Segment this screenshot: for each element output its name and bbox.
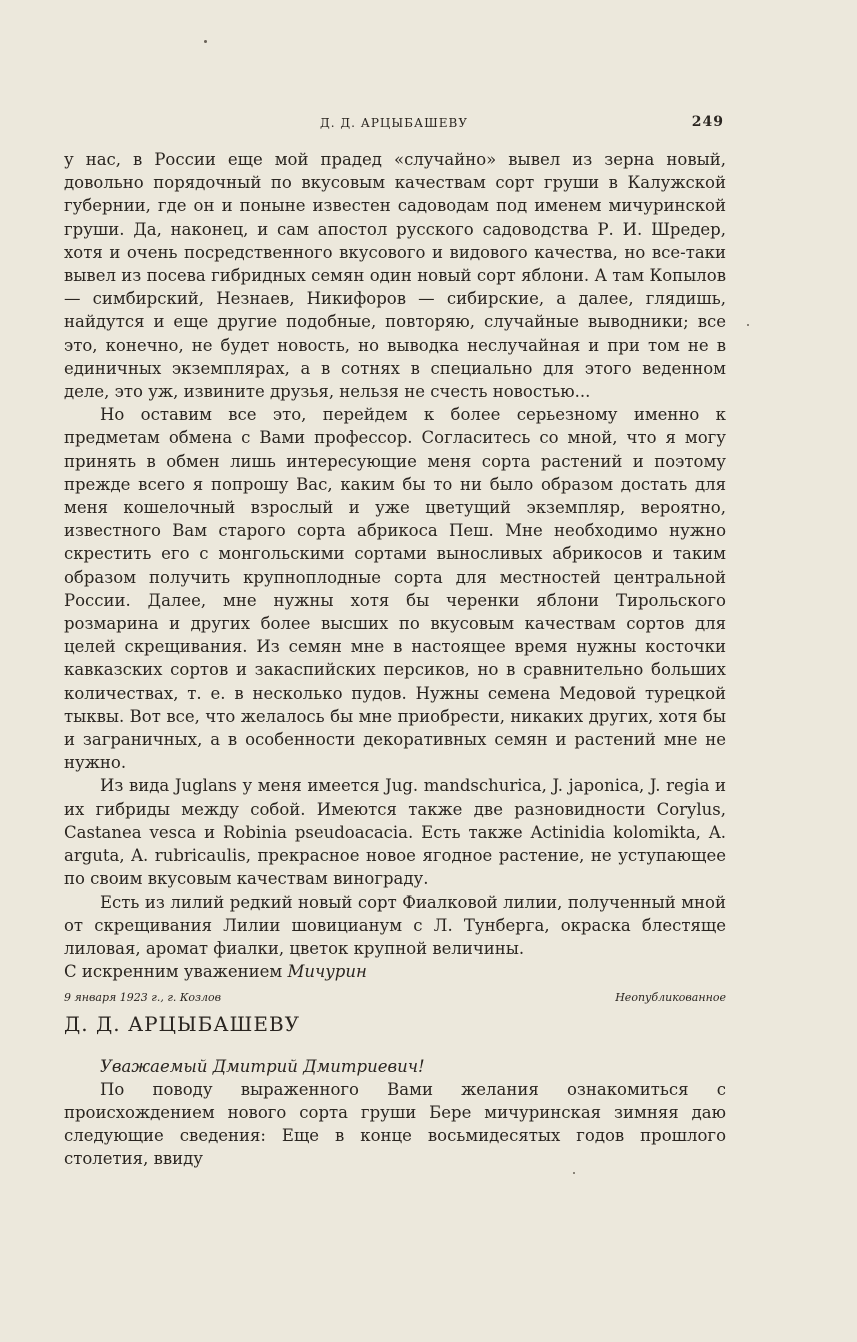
paragraph-pear-origin: По поводу выраженного Вами желания ознакомиться с происхождением нового сорта груши Бере мичуринская зимняя даю следующие сведения: Еще в конце восьмидесятых годов прошлого столетия, ввиду — [64, 1079, 726, 1169]
signature-line — [64, 960, 726, 983]
print-speck — [747, 324, 749, 326]
letter-title: Д. Д. АРЦЫБАШЕВУ — [64, 1012, 301, 1037]
print-speck — [573, 1172, 575, 1174]
letter-meta — [64, 983, 726, 1005]
print-speck — [204, 40, 207, 43]
paragraph-exchange: Но оставим все это, перейдем к более серьезному именно к предметам обмена с Вами профессор. Согласитесь со мной, что я могу принять в обмен лишь интересующие меня сорта растений и поэтому прежде всего я попрошу Вас, каким бы то ни было образом достать для меня кошелочный взрослый и уже цветущий экземпляр, вероятно, известного Вам старого сорта абрикоса Пеш. Мне необходимо нужно скрестить его с монгольскими сортами выносливых абрикосов и таким образом получить крупноплодные сорта для местностей центральной России. Далее, мне нужны хотя бы черенки яблони Тирольского розмарина и других более высших по вкусовым качествам сортов для целей скрещивания. Из семян мне в настоящее время нужны косточки кавказских сортов и закаспийских персиков, но в сравнительно больших количествах, т. е. в несколько пудов. Нужны семена Медовой турецкой тыквы. Вот все, что желалось бы мне приобрести, никаких других, хотя бы и заграничных, а в особенности декоративных семян и растений мне не нужно. — [64, 405, 726, 773]
closing-text: С искренним уважением — [64, 962, 283, 982]
paragraph-juglans: Из вида Juglans у меня имеется Jug. mandschurica, J. japonica, J. regia и их гибриды между собой. Имеются также две разновидности Corylus, Castanea vesca и Robinia pseudoacacia. Есть также Actinidia kolomikta, A. arguta, A. rubricaulis, прекрасное новое ягодное растение, не уступающее по своим вкусовым качествам винограду. — [64, 776, 726, 889]
running-head — [64, 114, 724, 134]
publication-status: Неопубликованное — [615, 991, 726, 1005]
paragraph-lily: Есть из лилий редкий новый сорт Фиалковой лилии, полученный мной от скрещивания Лилии шовицианум с Л. Тунберга, окраска блестяще лиловая, аромат фиалки, цветок крупной величины. — [64, 892, 726, 958]
date-place: 9 января 1923 г., г. Козлов — [64, 991, 222, 1005]
salutation: Уважаемый Дмитрий Дмитриевич! — [100, 1056, 425, 1076]
page-body — [64, 148, 726, 1171]
running-head-title: Д. Д. АРЦЫБАШЕВУ — [319, 116, 469, 130]
page-number: 249 — [691, 114, 724, 130]
paragraph-continuation: у нас, в России еще мой прадед «случайно» вывел из зерна новый, довольно порядочный по вкусовым качествам сорт груши в Калужской губернии, где он и поныне известен садоводам под именем мичуринской груши. Да, наконец, и сам апостол русского садоводства Р. И. Шредер, хотя и очень посредственного вкусового и видового качества, но все-таки вывел из посева гибридных семян один новый сорт яблони. А там Копылов — симбирский, Незнаев, Никифоров — сибирские, а далее, глядишь, найдутся и еще другие подобные, повторяю, случайные выводники; все это, конечно, не будет новость, но выводка неслучайная и при том не в единичных экземплярах, а в сотнях в специально для этого веденном деле, это уж, извините друзья, нельзя не счесть новостью... — [64, 150, 726, 402]
signature-name: Мичурин — [287, 962, 367, 982]
